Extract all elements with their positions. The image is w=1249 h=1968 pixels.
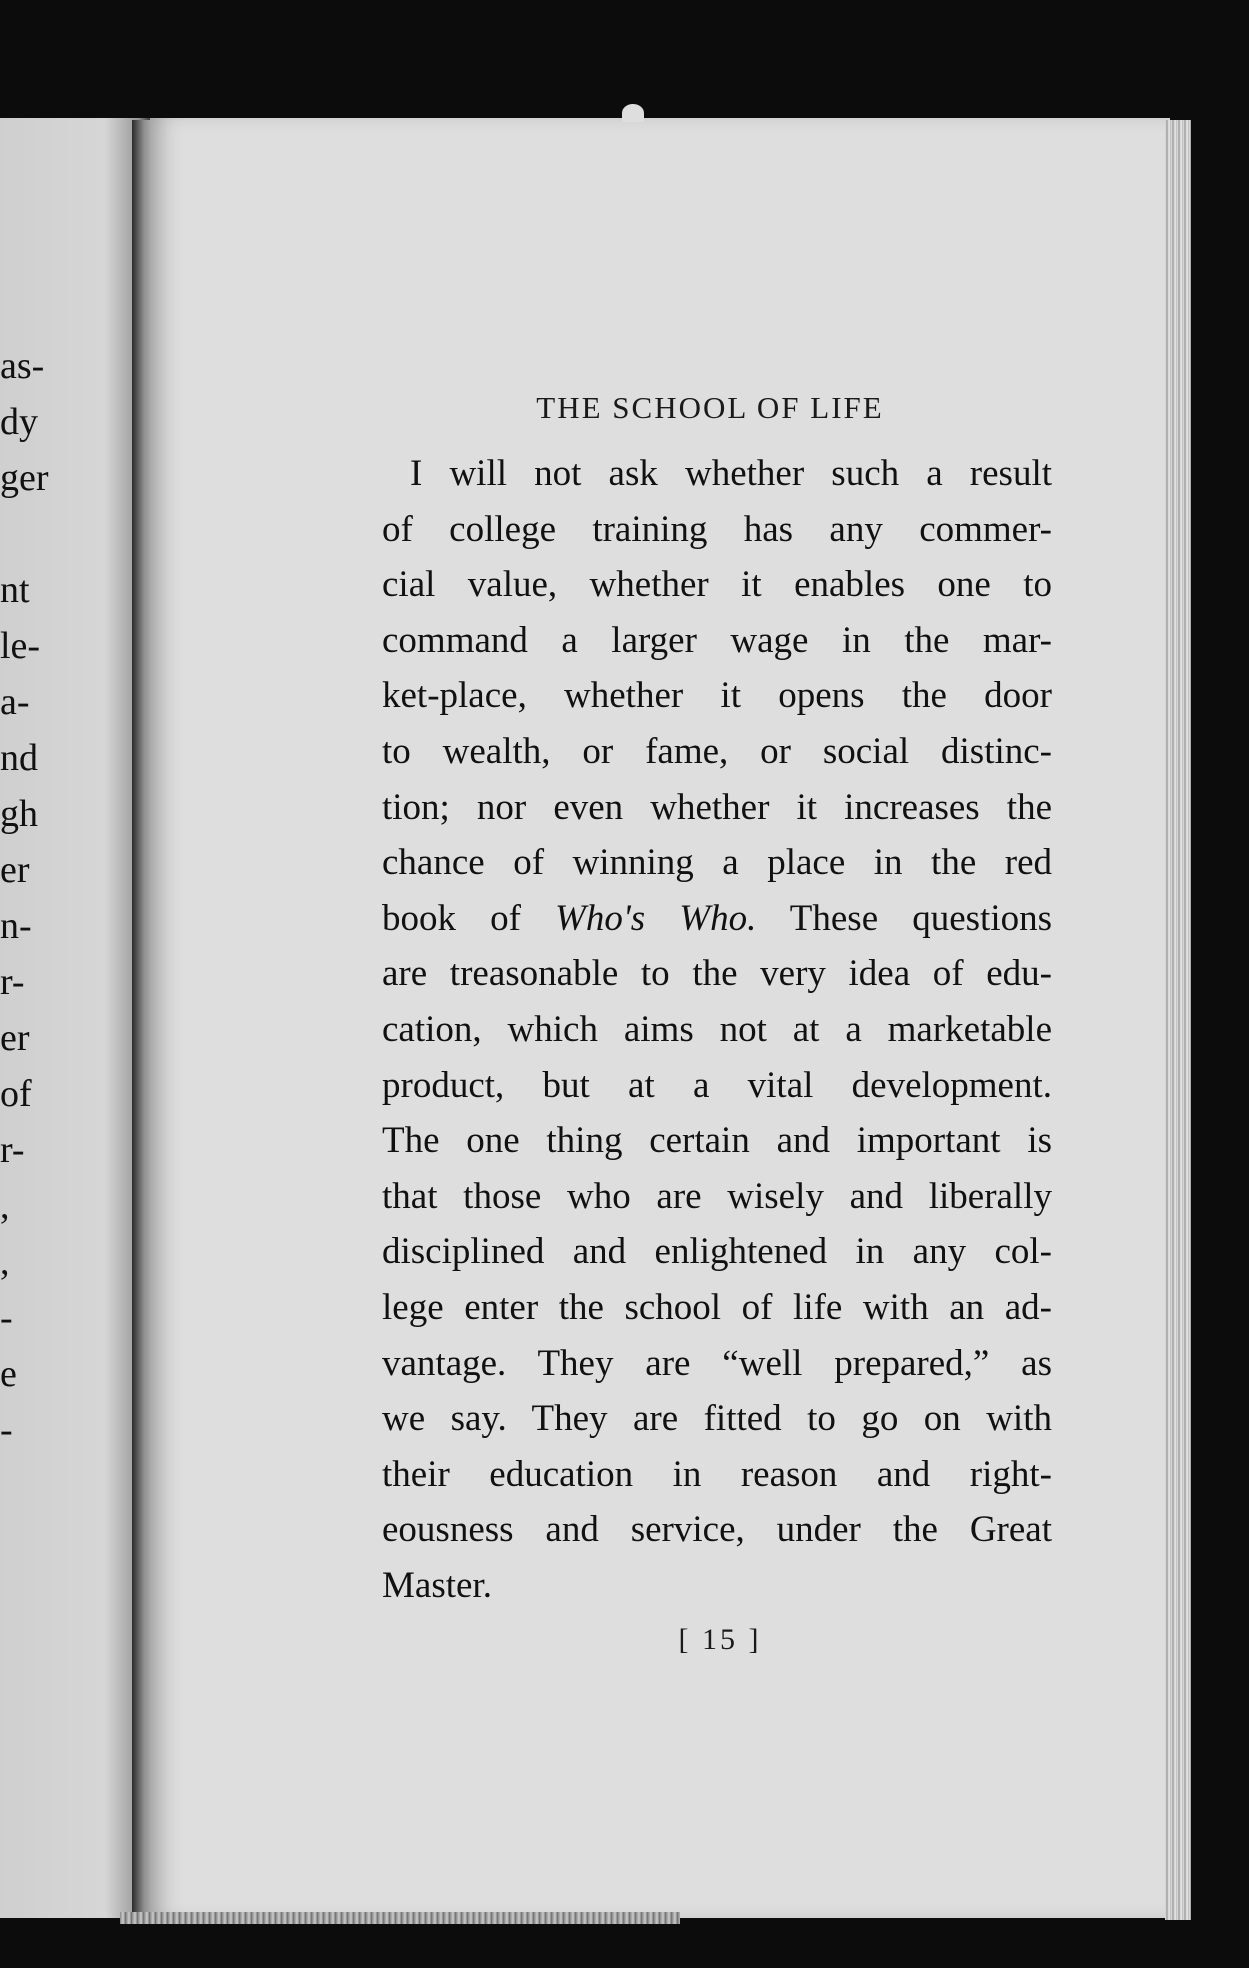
left-text-fragment: , <box>0 1241 10 1283</box>
left-text-fragment: er <box>0 849 30 891</box>
left-text-fragment: r- <box>0 1129 25 1171</box>
left-text-fragment: dy <box>0 401 38 443</box>
text-line: are treasonable to the very idea of edu- <box>382 953 1052 995</box>
left-text-fragment: e <box>0 1353 17 1395</box>
current-page <box>150 118 1170 1918</box>
left-text-fragment: of <box>0 1073 32 1115</box>
text-line: vantage. They are “well prepared,” as <box>382 1342 1052 1384</box>
text-segment: book of <box>382 897 521 939</box>
text-line: cation, which aims not at a marketable <box>382 1008 1052 1050</box>
page-body-text <box>382 446 1052 1613</box>
text-line: chance of winning a place in the red <box>382 842 1052 884</box>
text-line: disciplined and enlightened in any col- <box>382 1231 1052 1273</box>
left-text-fragment: - <box>0 1409 13 1451</box>
page-fore-edge <box>1165 120 1191 1920</box>
text-line: that those who are wisely and liberally <box>382 1175 1052 1217</box>
left-text-fragment: , <box>0 1185 10 1227</box>
left-text-fragment: gh <box>0 793 38 835</box>
italic-title: Who's Who. <box>555 897 757 939</box>
text-line: I will not ask whether such a result <box>410 453 1052 494</box>
book-bottom-edge <box>120 1912 680 1924</box>
text-line: ket-place, whether it opens the door <box>382 675 1052 717</box>
text-line: to wealth, or fame, or social distinc- <box>382 730 1052 772</box>
left-text-fragment: r- <box>0 961 25 1003</box>
left-text-fragment: ger <box>0 457 49 499</box>
running-head: THE SCHOOL OF LIFE <box>536 390 884 425</box>
text-line: lege enter the school of life with an ad- <box>382 1286 1052 1328</box>
page-top-nick <box>622 104 644 122</box>
text-line: of college training has any commer- <box>382 508 1052 550</box>
left-text-fragment: a- <box>0 681 30 723</box>
left-text-fragment: er <box>0 1017 30 1059</box>
page-number: [ 15 ] <box>678 1623 762 1656</box>
text-line: we say. They are fitted to go on with <box>382 1398 1052 1440</box>
text-line: their education in reason and right- <box>382 1453 1052 1495</box>
text-line-with-italic <box>382 891 1052 947</box>
text-line: command a larger wage in the mar- <box>382 619 1052 661</box>
text-segment: These questions <box>789 897 1053 939</box>
text-line: eousness and service, under the Great <box>382 1509 1052 1551</box>
left-text-fragment: - <box>0 1297 13 1339</box>
left-text-fragment: as- <box>0 345 45 387</box>
left-text-fragment: nd <box>0 737 38 779</box>
text-line: tion; nor even whether it increases the <box>382 786 1052 828</box>
left-text-fragment: nt <box>0 569 30 611</box>
previous-page-fragment <box>0 118 150 1918</box>
text-line: Master. <box>382 1564 492 1606</box>
left-text-fragment: le- <box>0 625 41 667</box>
left-text-fragment: n- <box>0 905 32 947</box>
text-line: The one thing certain and important is <box>382 1120 1052 1162</box>
text-line: product, but at a vital development. <box>382 1064 1052 1106</box>
text-line: cial value, whether it enables one to <box>382 564 1052 606</box>
